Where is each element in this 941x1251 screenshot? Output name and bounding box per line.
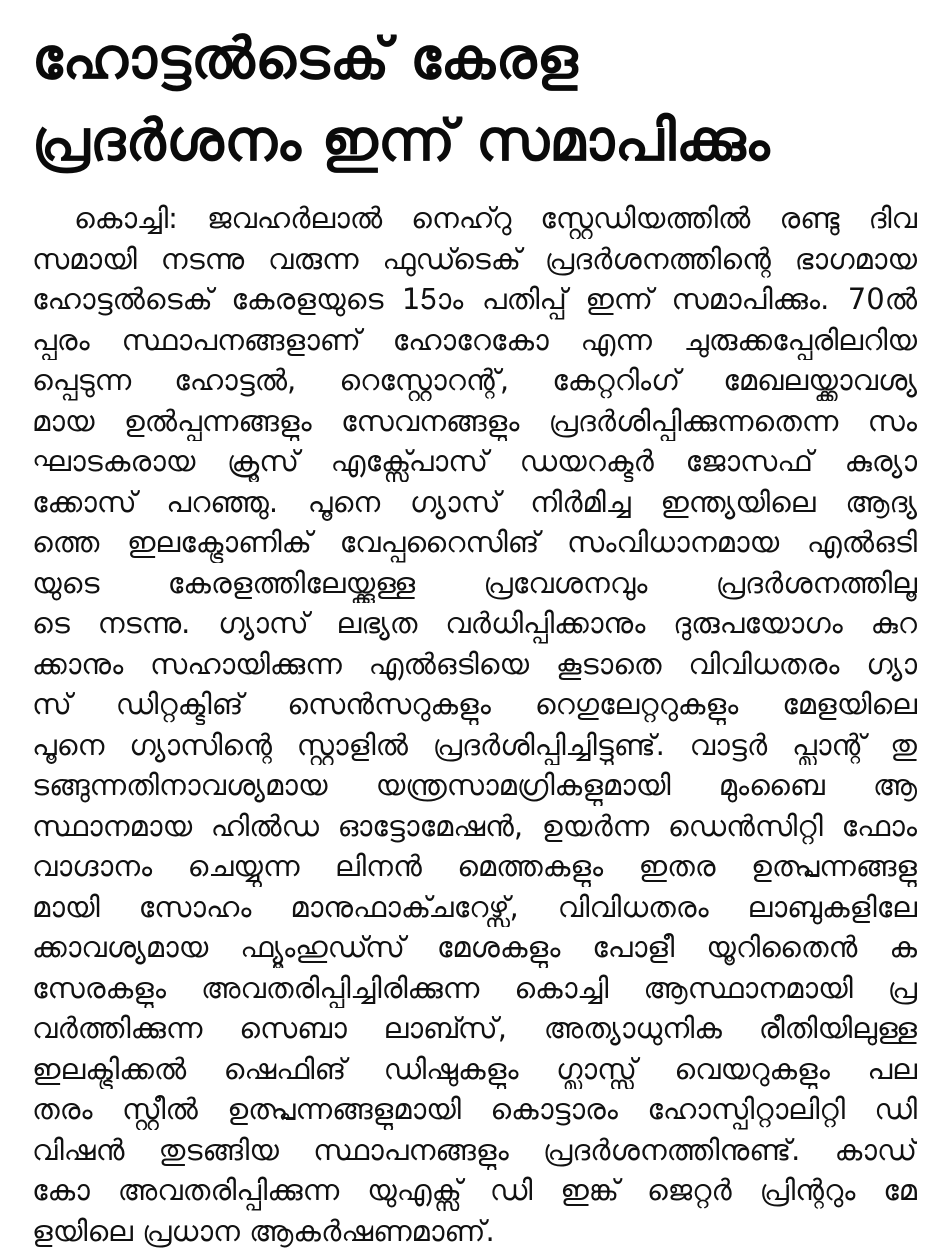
body-line: കൊച്ചി: ജവഹർലാൽ നെഹ്റു സ്റ്റേഡിയത്തിൽ രണ്ടു ദിവ <box>32 198 917 239</box>
body-line: സേരകളും അവതരിപ്പിച്ചിരിക്കുന്ന കൊച്ചി ആസ്ഥാനമായി പ്ര <box>32 968 917 1009</box>
body-line: ക്കോസ് പറഞ്ഞു. പൂനെ ഗ്യാസ് നിർമിച്ച ഇന്ത്യയിലെ ആദ്യ <box>32 482 917 523</box>
body-line: പൂനെ ഗ്യാസിന്റെ സ്റ്റാളിൽ പ്രദർശിപ്പിച്ചിട്ടുണ്ട്. വാട്ടർ പ്ലാന്റ് തു <box>32 725 917 766</box>
body-line: ളയിലെ പ്രധാന ആകർഷണമാണ്. <box>32 1211 917 1251</box>
body-line: കോ അവതരിപ്പിക്കുന്ന യുഎക്സ് ഡി ഇങ്ക് ജെറ്റർ പ്രിന്ററും മേ <box>32 1170 917 1211</box>
body-line: മായ ഉൽപ്പന്നങ്ങളും സേവനങ്ങളും പ്രദർശിപ്പിക്കുന്നതെന്ന സം <box>32 401 917 442</box>
body-line: വർത്തിക്കുന്ന സെബാ ലാബ്സ്, അത്യാധുനിക രീതിയിലുള്ള <box>32 1008 917 1049</box>
body-line: തരം സ്റ്റീൽ ഉത്പ്പന്നങ്ങളുമായി കൊട്ടാരം ഹോസ്പിറ്റാലിറ്റി ഡി <box>32 1089 917 1130</box>
article-headline <box>32 18 917 182</box>
body-line: ത്തെ ഇലക്ട്രോണിക് വേപ്പറൈസിങ് സംവിധാനമായ എൽഒടി <box>32 522 917 563</box>
body-line: പ്പരം സ്ഥാപനങ്ങളാണ് ഹോറേകോ എന്ന ചുരുക്കപ്പേരിലറിയ <box>32 320 917 361</box>
headline-line-1: ഹോട്ടൽടെക് കേരള <box>32 18 917 100</box>
article-body <box>32 198 917 1251</box>
body-line: ക്കാനും സഹായിക്കുന്ന എൽഒടിയെ കൂടാതെ വിവിധതരം ഗ്യാ <box>32 644 917 685</box>
body-line: ഘാടകരായ ക്രൂസ് എക്സ്പോസ് ഡയറക്ടർ ജോസഫ് കുര്യാ <box>32 441 917 482</box>
body-line: വിഷൻ തുടങ്ങിയ സ്ഥാപനങ്ങളും പ്രദർശനത്തിനുണ്ട്. കാഡ് <box>32 1130 917 1171</box>
body-line: ഹോട്ടൽടെക് കേരളയുടെ 15ാം പതിപ്പ് ഇന്ന് സമാപിക്കും. 70ൽ <box>32 279 917 320</box>
body-line: യുടെ കേരളത്തിലേയ്ക്കുള്ള പ്രവേശനവും പ്രദർശനത്തിലൂ <box>32 563 917 604</box>
body-line: സ് ഡിറ്റക്ടിങ് സെൻസറുകളും റെഗുലേറ്ററുകളും മേളയിലെ <box>32 684 917 725</box>
body-line: പ്പെടുന്ന ഹോട്ടൽ, റെസ്റ്റോറന്റ്, കേറ്ററിംഗ് മേഖലയ്ക്കാവശ്യ <box>32 360 917 401</box>
body-line: ഇലക്ട്രിക്കൽ ഷെഫിങ് ഡിഷുകളും ഗ്ലാസ്സ് വെയറുകളും പല <box>32 1049 917 1090</box>
body-line: സ്ഥാനമായ ഹിൽഡ ഓട്ടോമേഷൻ, ഉയർന്ന ഡെൻസിറ്റി ഫോം <box>32 806 917 847</box>
body-line: ടങ്ങുന്നതിനാവശ്യമായ യന്ത്രസാമഗ്രികളുമായി മുംബൈ ആ <box>32 765 917 806</box>
body-line: വാഗ്ദാനം ചെയ്യുന്ന ലിനൻ മെത്തകളും ഇതര ഉത്പ്പന്നങ്ങളു <box>32 846 917 887</box>
body-line: ടെ നടന്നു. ഗ്യാസ് ലഭ്യത വർധിപ്പിക്കാനും ദുരുപയോഗം കുറ <box>32 603 917 644</box>
body-line: മായി സോഹം മാനുഫാക്ചറേഴ്സ്, വിവിധതരം ലാബുകളിലേ <box>32 887 917 928</box>
body-line: സമായി നടന്നു വരുന്ന ഫുഡ്ടെക് പ്രദർശനത്തിന്റെ ഭാഗമായ <box>32 239 917 280</box>
headline-line-2: പ്രദർശനം ഇന്ന് സമാപിക്കും <box>32 100 917 182</box>
body-line: ക്കാവശ്യമായ ഫ്യൂംഹുഡ്സ് മേശകളും പോളീ യൂറിതൈൻ ക <box>32 927 917 968</box>
